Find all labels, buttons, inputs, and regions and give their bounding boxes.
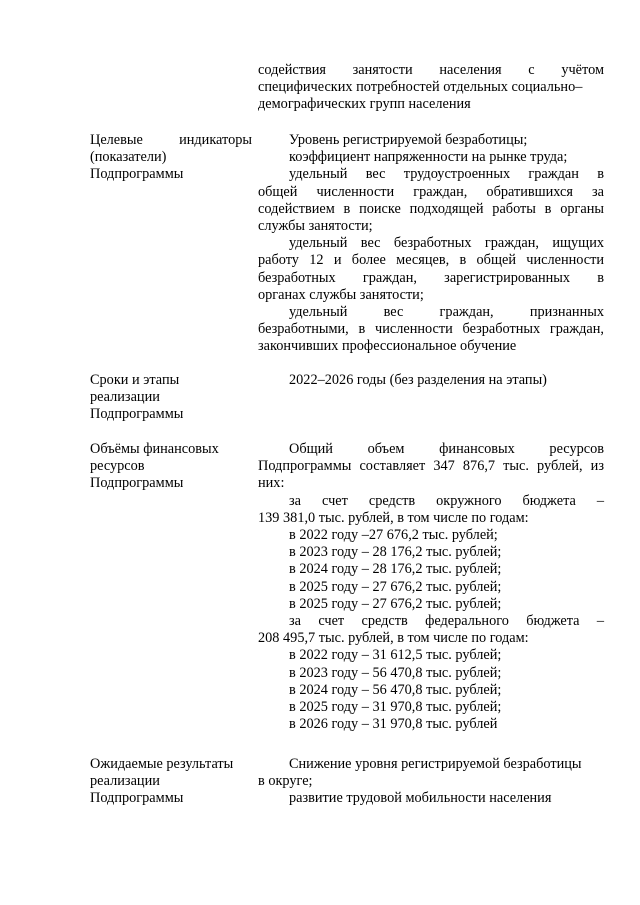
text-line: содействия занятости населения с учётом	[258, 62, 604, 78]
text-line: за счет средств федерального бюджета –	[289, 613, 604, 630]
label-line: ресурсов	[90, 458, 145, 475]
text-line: общей численности граждан, обратившихся за	[258, 183, 604, 200]
text-line: удельный вес безработных граждан, ищущих	[289, 235, 604, 252]
timing-text	[258, 372, 604, 389]
intro-text	[258, 62, 604, 114]
text-line: в 2024 году – 56 470,8 тыс. рублей;	[289, 681, 502, 698]
text-line: в 2022 году – 31 612,5 тыс. рублей;	[289, 647, 502, 664]
text-line: в 2025 году – 27 676,2 тыс. рублей;	[289, 595, 502, 612]
text-line: Подпрограммы составляет 347 876,7 тыс. рублей, из	[258, 458, 604, 475]
text-line: в 2024 году – 28 176,2 тыс. рублей;	[289, 561, 502, 578]
label-line: реализации	[90, 389, 160, 406]
text-line: демографических групп населения	[258, 96, 471, 113]
text-line: 139 381,0 тыс. рублей, в том числе по годам:	[258, 509, 529, 526]
label-line: Подпрограммы	[90, 166, 184, 183]
text-line: 2022–2026 годы (без разделения на этапы)	[289, 372, 547, 388]
text-line: Снижение уровня регистрируемой безработицы	[289, 756, 582, 772]
label-line: Подпрограммы	[90, 475, 184, 492]
label-line: Подпрограммы	[90, 406, 184, 423]
label-line: Сроки и этапы	[90, 372, 180, 388]
text-line: органах службы занятости;	[258, 286, 424, 303]
text-line: службы занятости;	[258, 218, 373, 235]
label-line: реализации	[90, 773, 160, 790]
text-line: содействием в поиске подходящей работы в органы	[258, 200, 604, 217]
indicators-label	[90, 132, 252, 184]
text-line: развитие трудовой мобильности населения	[289, 790, 552, 807]
text-line: 208 495,7 тыс. рублей, в том числе по годам:	[258, 630, 529, 647]
text-line: Уровень регистрируемой безработицы;	[289, 132, 528, 148]
text-line: закончивших профессиональное обучение	[258, 338, 517, 355]
label-line: Объёмы финансовых	[90, 441, 219, 457]
text-line: за счет средств окружного бюджета –	[289, 492, 604, 509]
text-line: в 2022 году –27 676,2 тыс. рублей;	[289, 527, 498, 544]
label-line: Подпрограммы	[90, 790, 184, 807]
text-line: них:	[258, 475, 285, 492]
text-line: удельный вес граждан, признанных	[289, 304, 604, 321]
results-text	[258, 756, 604, 808]
text-line: коэффициент напряженности на рынке труда;	[289, 149, 568, 166]
text-line: безработными, в численности безработных граждан,	[258, 321, 604, 338]
text-line: в округе;	[258, 773, 313, 790]
text-line: Общий объем финансовых ресурсов	[289, 441, 604, 457]
label-line: Целевые индикаторы	[90, 132, 252, 148]
finance-text	[258, 441, 604, 733]
text-line: в 2023 году – 28 176,2 тыс. рублей;	[289, 544, 502, 561]
timing-label	[90, 372, 252, 424]
text-line: в 2023 году – 56 470,8 тыс. рублей;	[289, 664, 502, 681]
text-line: безработных граждан, зарегистрированных в	[258, 269, 604, 286]
text-line: работу 12 и более месяцев, в общей численности	[258, 252, 604, 269]
label-line: Ожидаемые результаты	[90, 756, 234, 772]
text-line: в 2025 году – 31 970,8 тыс. рублей;	[289, 699, 502, 716]
finance-label	[90, 441, 252, 493]
text-line: в 2026 году – 31 970,8 тыс. рублей	[289, 716, 498, 733]
text-line: в 2025 году – 27 676,2 тыс. рублей;	[289, 578, 502, 595]
label-line: (показатели)	[90, 149, 167, 166]
results-label	[90, 756, 252, 808]
indicators-text	[258, 132, 604, 356]
text-line: специфических потребностей отдельных социально–	[258, 79, 583, 96]
text-line: удельный вес трудоустроенных граждан в	[289, 166, 604, 183]
